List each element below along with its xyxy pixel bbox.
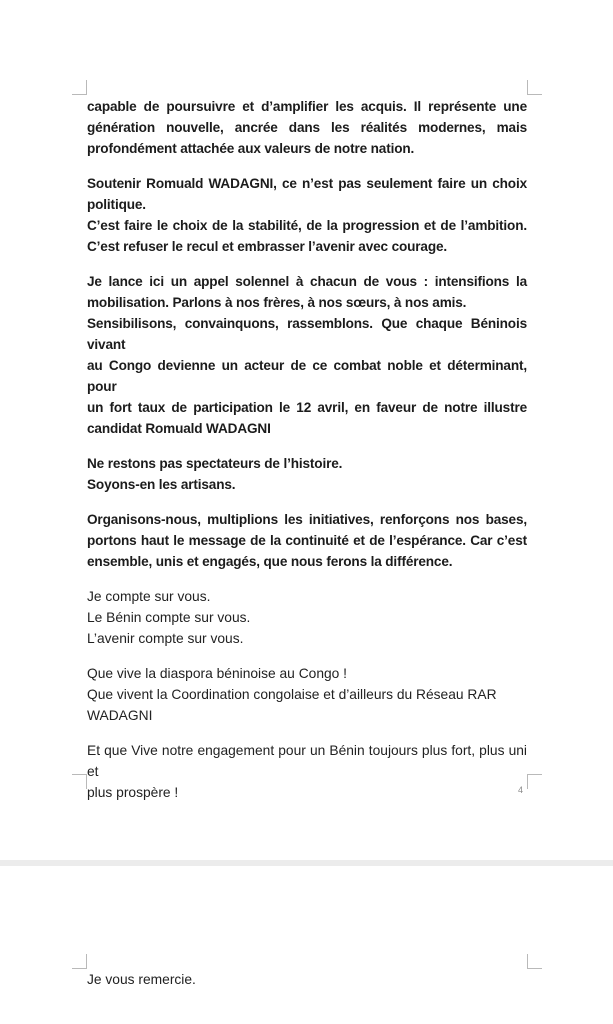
text-line: candidat Romuald WADAGNI	[87, 421, 271, 436]
text-line: Je compte sur vous.	[87, 589, 211, 604]
text-line: Organisons-nous, multiplions les initiatives, renforçons nos bases,	[87, 512, 527, 527]
text-line: capable de poursuivre et d’amplifier les acquis. Il représente une	[87, 99, 527, 114]
text-line: génération nouvelle, ancrée dans les réalités modernes, mais	[87, 120, 527, 135]
text-line: ensemble, unis et engagés, que nous ferons la différence.	[87, 554, 453, 569]
paragraph	[87, 586, 527, 649]
text-line: Soyons-en les artisans.	[87, 477, 236, 492]
margin-corner-bottom-right	[527, 774, 542, 789]
text-line: un fort taux de participation le 12 avril, en faveur de notre illustre	[87, 400, 527, 415]
text-line: politique.	[87, 197, 146, 212]
text-line: C’est refuser le recul et embrasser l’avenir avec courage.	[87, 239, 448, 254]
text-line: L’avenir compte sur vous.	[87, 631, 244, 646]
page-body-text	[87, 96, 527, 817]
text-line: portons haut le message de la continuité et de l’espérance. Car c’est	[87, 533, 527, 548]
text-line: WADAGNI	[87, 708, 153, 723]
text-line: au Congo devienne un acteur de ce combat noble et déterminant, pour	[87, 358, 527, 394]
text-line: Que vive la diaspora béninoise au Congo !	[87, 666, 348, 681]
text-line: Et que Vive notre engagement pour un Bénin toujours plus fort, plus uni et	[87, 743, 527, 779]
margin-corner-top-right	[527, 80, 542, 95]
text-line: Le Bénin compte sur vous.	[87, 610, 251, 625]
page-number: 4	[518, 785, 524, 795]
margin-corner-top-left	[72, 80, 87, 95]
text-line: plus prospère !	[87, 785, 179, 800]
margin-corner-top-left	[72, 954, 87, 969]
paragraph	[87, 173, 527, 257]
paragraph	[87, 96, 527, 159]
paragraph	[87, 509, 527, 572]
text-line: mobilisation. Parlons à nos frères, à nos sœurs, à nos amis.	[87, 295, 467, 310]
text-line: Soutenir Romuald WADAGNI, ce n’est pas seulement faire un choix	[87, 176, 527, 191]
paragraph	[87, 663, 527, 726]
text-line: Ne restons pas spectateurs de l’histoire.	[87, 456, 343, 471]
text-line: Je vous remercie.	[87, 972, 196, 987]
page-body-text	[87, 969, 527, 1004]
text-line: Je lance ici un appel solennel à chacun de vous : intensifions la	[87, 274, 527, 289]
text-line: Sensibilisons, convainquons, rassemblons. Que chaque Béninois vivant	[87, 316, 527, 352]
paragraph	[87, 453, 527, 495]
paragraph	[87, 740, 527, 803]
margin-corner-top-right	[527, 954, 542, 969]
paragraph	[87, 271, 527, 439]
text-line: Que vivent la Coordination congolaise et d’ailleurs du Réseau RAR	[87, 687, 497, 702]
document-page-5	[0, 866, 613, 1024]
text-line: C’est faire le choix de la stabilité, de la progression et de l’ambition.	[87, 218, 527, 233]
text-line: profondément attachée aux valeurs de notre nation.	[87, 141, 415, 156]
margin-corner-bottom-left	[72, 774, 87, 789]
paragraph	[87, 969, 527, 990]
